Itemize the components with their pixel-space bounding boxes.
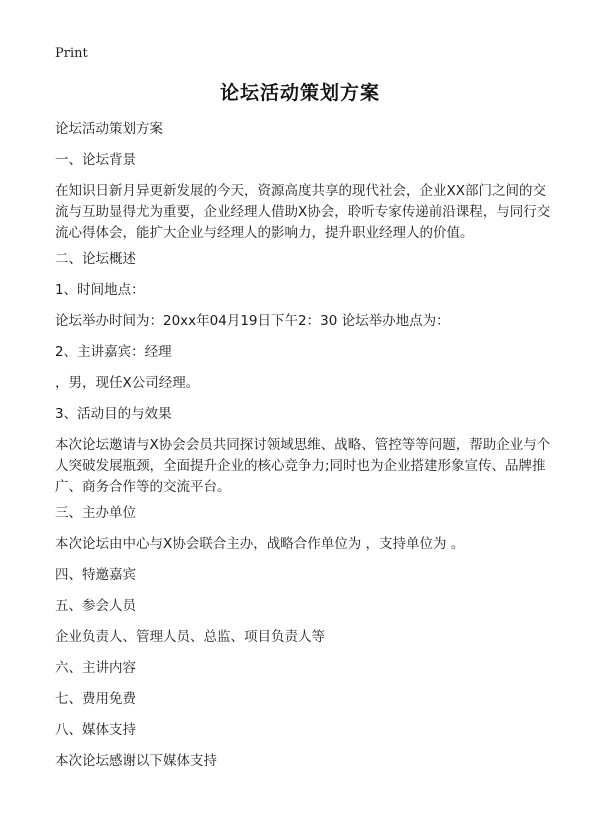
subheading-purpose: 3、活动目的与效果 <box>55 406 172 422</box>
paragraph-attendees: 企业负责人、管理人员、总监、项目负责人等 <box>55 629 325 645</box>
section-heading-fee: 七、费用免费 <box>55 691 136 707</box>
paragraph-background: 在知识日新月异更新发展的今天，资源高度共享的现代社会，企业XX部门之间的交流与互助显得尤为重要，企业经理人借助X协会，聆听专家传递前沿课程，与同行交流心得体会，能扩大企业与经理人的影响力，提升职业经理人的价值。 <box>55 183 551 241</box>
section-heading-content: 六、主讲内容 <box>55 660 136 676</box>
paragraph-time-place: 论坛举办时间为：20xx年04月19日下午2：30 论坛举办地点为： <box>55 313 450 329</box>
paragraph-doc-heading: 论坛活动策划方案 <box>55 121 163 137</box>
subheading-speaker: 2、主讲嘉宾：经理 <box>55 344 172 360</box>
section-heading-overview: 二、论坛概述 <box>55 251 136 267</box>
document-title: 论坛活动策划方案 <box>219 82 380 104</box>
paragraph-organizer: 本次论坛由中心与X协会联合主办，战略合作单位为 ，支持单位为 。 <box>55 536 465 552</box>
section-heading-organizer: 三、主办单位 <box>55 505 136 521</box>
subheading-time-place: 1、时间地点： <box>55 282 145 298</box>
section-heading-media: 八、媒体支持 <box>55 722 136 738</box>
section-heading-guests: 四、特邀嘉宾 <box>55 567 136 583</box>
paragraph-speaker: ，男，现任X公司经理。 <box>55 375 200 391</box>
section-heading-background: 一、论坛背景 <box>55 152 136 168</box>
section-heading-attendees: 五、参会人员 <box>55 598 136 614</box>
paragraph-media: 本次论坛感谢以下媒体支持 <box>55 753 217 769</box>
paragraph-purpose: 本次论坛邀请与X协会会员共同探讨领域思维、战略、管控等等问题，帮助企业与个人突破发展瓶颈，全面提升企业的核心竞争力;同时也为企业搭建形象宣传、品牌推广、商务合作等的交流平台。 <box>55 437 551 495</box>
print-link[interactable]: Print <box>55 46 88 61</box>
